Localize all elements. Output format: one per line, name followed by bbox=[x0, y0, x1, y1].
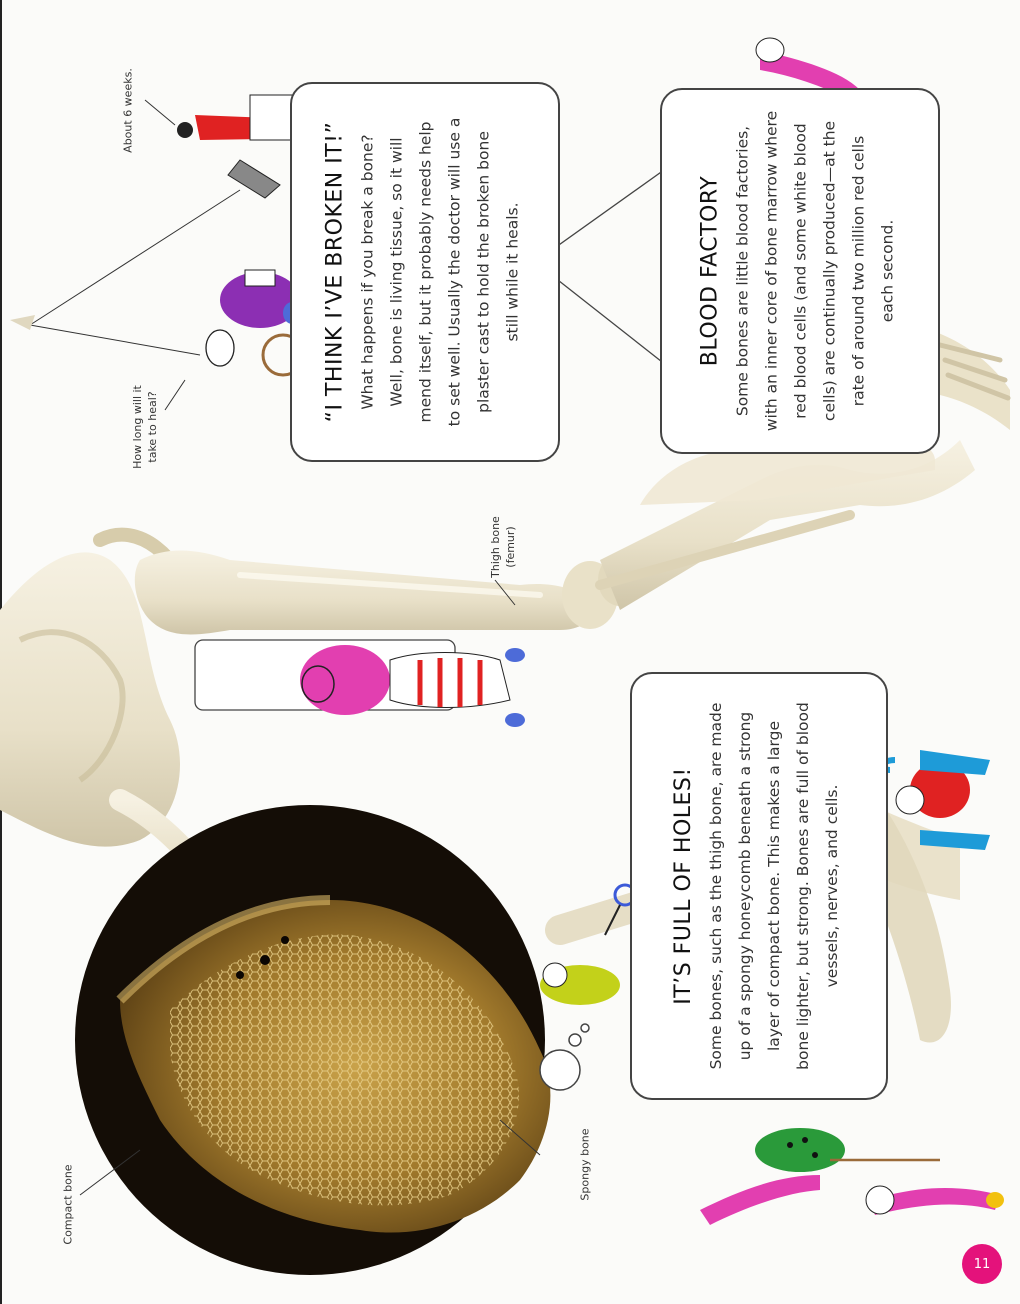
about-six-weeks-label: About 6 weeks. bbox=[121, 68, 135, 153]
blood-factory-line: with an inner core of bone marrow where bbox=[762, 110, 781, 432]
thigh-bone-line: Thigh bone bbox=[489, 516, 502, 578]
full-of-holes-line: layer of compact bone. This makes a large bbox=[765, 720, 783, 1052]
broken-bone-line: still while it heals. bbox=[503, 202, 522, 342]
blood-factory-line: rate of around two million red cells bbox=[849, 135, 868, 407]
how-long-label bbox=[130, 382, 160, 472]
umbrella-characters bbox=[700, 1128, 1004, 1225]
compact-bone-label: Compact bone bbox=[61, 1164, 75, 1245]
blood-factory-line: cells) are continually produced—at the bbox=[820, 120, 839, 422]
spongy-bone-label: Spongy bone bbox=[578, 1128, 592, 1201]
how-long-line: How long will it bbox=[131, 385, 144, 469]
magnifier-character bbox=[540, 885, 635, 1005]
broken-bone-line: mend itself, but it probably needs help bbox=[416, 121, 435, 423]
blood-factory-heading: BLOOD FACTORY bbox=[697, 175, 723, 367]
full-of-holes-heading: IT’S FULL OF HOLES! bbox=[671, 767, 696, 1005]
how-long-line: take to heal? bbox=[146, 391, 159, 463]
broken-bone-line: What happens if you break a bone? bbox=[358, 134, 377, 410]
full-of-holes-line: up of a spongy honeycomb beneath a strong bbox=[736, 711, 754, 1061]
broken-bone-bubble bbox=[290, 82, 560, 462]
blood-factory-line: red blood cells (and some white blood bbox=[791, 123, 810, 419]
page-number-badge: 11 bbox=[962, 1244, 1002, 1284]
thigh-bone-label bbox=[488, 502, 518, 592]
thigh-bone-line: (femur) bbox=[504, 526, 517, 568]
broken-bone-line: to set well. Usually the doctor will use a bbox=[445, 117, 464, 427]
broken-bone-heading: “I THINK I’VE BROKEN IT!” bbox=[322, 121, 348, 423]
full-of-holes-line: bone lighter, but strong. Bones are full of blood bbox=[794, 702, 812, 1070]
full-of-holes-line: Some bones, such as the thigh bone, are made bbox=[707, 702, 725, 1070]
traction-character bbox=[206, 270, 303, 375]
blood-factory-line: each second. bbox=[878, 219, 897, 323]
blood-factory-bubble bbox=[660, 88, 940, 454]
full-of-holes-bubble bbox=[630, 672, 888, 1100]
cast-character bbox=[195, 640, 525, 727]
blood-factory-line: Some bones are little blood factories, bbox=[733, 125, 752, 417]
broken-bone-line: plaster cast to hold the broken bone bbox=[474, 131, 493, 413]
full-of-holes-line: vessels, nerves, and cells. bbox=[823, 784, 841, 988]
broken-bone-line: Well, bone is living tissue, so it will bbox=[387, 137, 406, 407]
